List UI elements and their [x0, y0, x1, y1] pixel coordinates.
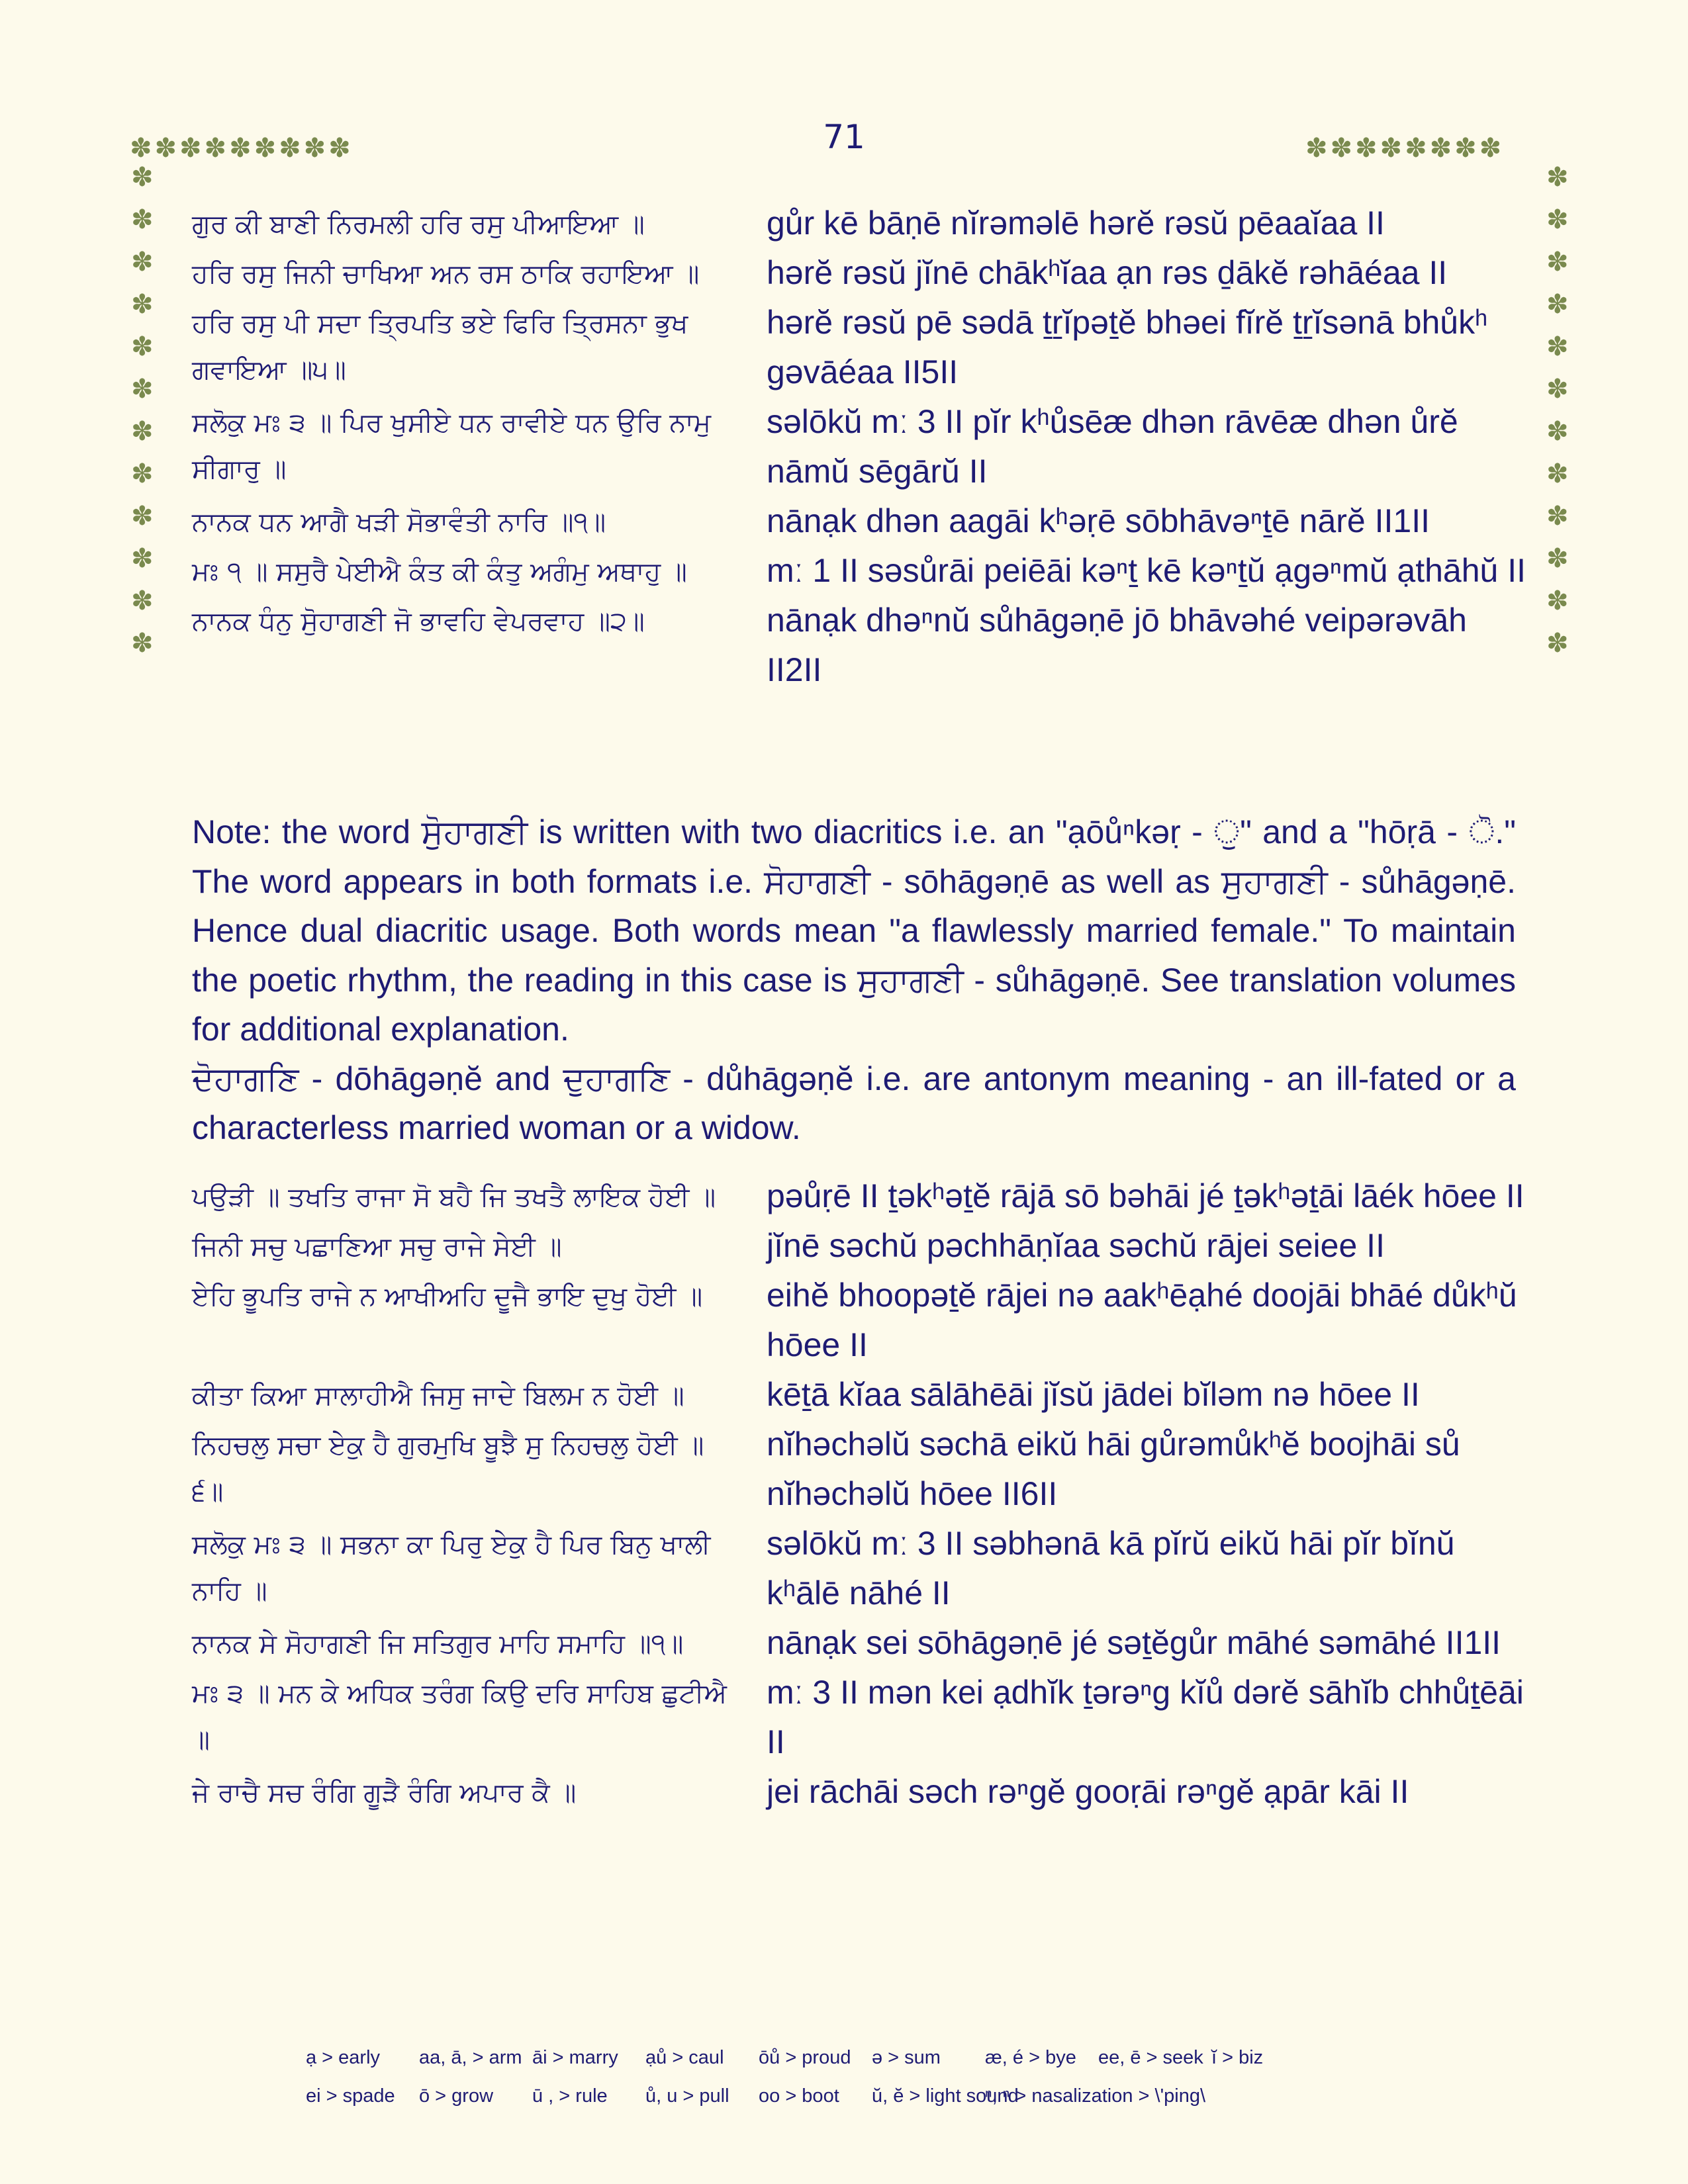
transliteration-line: mː 3 II mən kei ạdhĭk ṯərəⁿg kĭů dərĕ sāhĭb chhůṯēāi II	[767, 1674, 1524, 1760]
border-flowers-top-right	[1305, 135, 1501, 161]
gurmukhi-line: ਨਾਨਕ ਸੇ ਸੋਹਾਗਣੀ ਜਿ ਸਤਿਗੁਰ ਮਾਹਿ ਸਮਾਹਿ ॥੧॥	[192, 1629, 684, 1659]
verse-row	[192, 1271, 1529, 1370]
flower-icon: ✽	[279, 133, 301, 163]
flower-icon: ✽	[131, 205, 154, 235]
flower-icon: ✽	[1546, 416, 1569, 447]
flower-icon: ✽	[328, 133, 351, 163]
flower-icon: ✽	[1546, 162, 1569, 193]
verse-row	[192, 298, 1529, 397]
transliteration-line: jĭnē səchŭ pəchhāṇĭaa səchŭ rājei seiee II	[767, 1227, 1385, 1264]
transliteration-line: nānạk dhəⁿnŭ sůhāgəṇē jō bhāvəhé veipərəvāh II2II	[767, 602, 1467, 688]
key-entry: ů, u > pull	[645, 2085, 729, 2107]
verse-row	[192, 1519, 1529, 1618]
gurmukhi-line: ਸਲੋਕੁ ਮਃ ੩ ॥ ਸਭਨਾ ਕਾ ਪਿਰੁ ਏਕੁ ਹੈ ਪਿਰ ਬਿਨੁ ਖਾਲੀ ਨਾਹਿ ॥	[192, 1529, 711, 1606]
flower-icon: ✽	[1546, 247, 1569, 277]
gurmukhi-line: ਗੁਰ ਕੀ ਬਾਣੀ ਨਿਰਮਲੀ ਹਰਿ ਰਸੁ ਪੀਆਇਆ ॥	[192, 209, 645, 240]
key-entry: ĭ > biz	[1211, 2046, 1264, 2068]
transliteration-line: nānạk sei sōhāgəṇē jé səṯĕgůr māhé səmāhé II1II	[767, 1624, 1501, 1661]
key-entry: aa, ā, > arm	[419, 2046, 522, 2068]
verse-row	[192, 397, 1529, 496]
flower-icon: ✽	[254, 133, 277, 163]
flower-icon: ✽	[1479, 133, 1502, 163]
flower-icon: ✽	[1380, 133, 1403, 163]
flower-icon: ✽	[1546, 543, 1569, 574]
transliteration-line: nānạk dhən aagāi kʰəṛē sōbhāvəⁿṯē nārĕ II1II	[767, 502, 1430, 539]
key-entry: oo > boot	[759, 2085, 839, 2107]
flower-icon: ✽	[1305, 133, 1328, 163]
key-entry: ō > grow	[419, 2085, 494, 2107]
key-entry: ŭ, ĕ > light sound	[872, 2085, 1019, 2107]
flower-icon: ✽	[1546, 501, 1569, 531]
transliteration-line: gůr kē bāṇē nĭrəməlē hərĕ rəsŭ pēaaĭaa II	[767, 205, 1385, 242]
verse-block-1	[192, 199, 1529, 695]
key-entry: ə > sum	[872, 2046, 941, 2068]
verse-row	[192, 1420, 1529, 1519]
flower-icon: ✽	[131, 332, 154, 362]
key-entry: āi > marry	[532, 2046, 618, 2068]
pronunciation-key-row	[306, 2077, 1325, 2115]
transliteration-line: səlōkŭ mː 3 II pĭr kʰůsēæ dhən rāvēæ dhən ůrĕ nāmŭ sēgārŭ II	[767, 403, 1458, 490]
flower-icon: ✽	[131, 586, 154, 616]
border-flowers-left	[131, 164, 154, 657]
gurmukhi-line: ਏਹਿ ਭੂਪਤਿ ਰਾਜੇ ਨ ਆਖੀਅਹਿ ਦੂਜੈ ਭਾਇ ਦੁਖੁ ਹੋਈ ॥	[192, 1281, 703, 1312]
transliteration-line: eihĕ bhoopəṯĕ rājei nə aakʰēạhé doojāi bhāé důkʰŭ hōee II	[767, 1277, 1517, 1363]
key-entry: ū , > rule	[532, 2085, 608, 2107]
flower-icon: ✽	[131, 374, 154, 404]
key-entry: ạů > caul	[645, 2046, 724, 2068]
page-number: 71	[823, 118, 865, 156]
gurmukhi-line: ਨਾਨਕ ਧਨ ਆਗੈ ਖੜੀ ਸੋਭਾਵੰਤੀ ਨਾਰਿ ॥੧॥	[192, 507, 606, 537]
verse-row	[192, 546, 1529, 596]
flower-icon: ✽	[204, 133, 227, 163]
flower-icon: ✽	[303, 133, 326, 163]
gurmukhi-line: ਹਰਿ ਰਸੁ ਪੀ ਸਦਾ ਤ੍ਰਿਪਤਿ ਭਏ ਫਿਰਿ ਤ੍ਰਿਸਨਾ ਭੁਖ ਗਵਾਇਆ ॥੫॥	[192, 308, 688, 385]
note-paragraph: Note: the word ਸੋੁਹਾਗਣੀ is written with two diacritics i.e. an "ạōůⁿkəṛ - ੁ" and a "hōṛā - ੋ." The word appears in both formats i.e. ਸੋਹਾਗਣੀ - sōhāgəṇē as well as ਸੁਹਾਗਣੀ - sůhāgəṇē. Hence dual diacritic usage. Both words mean "a flawlessly married female." To maintain the poetic rhythm, the reading in this case is ਸੁਹਾਗਣੀ - sůhāgəṇē. See translation volumes for additional explanation.	[192, 813, 1516, 1048]
flower-icon: ✽	[1429, 133, 1452, 163]
key-entry: ạ > early	[306, 2046, 381, 2068]
flower-icon: ✽	[1546, 628, 1569, 659]
flower-icon: ✽	[229, 133, 252, 163]
gurmukhi-line: ਪਉੜੀ ॥ ਤਖਤਿ ਰਾਜਾ ਸੋ ਬਹੈ ਜਿ ਤਖਤੈ ਲਾਇਕ ਹੋਈ ॥	[192, 1182, 716, 1212]
verse-row	[192, 199, 1529, 248]
explanatory-note	[192, 807, 1516, 1153]
verse-block-2	[192, 1171, 1529, 1817]
flower-icon: ✽	[1454, 133, 1477, 163]
gurmukhi-line: ਕੀਤਾ ਕਿਆ ਸਾਲਾਹੀਐ ਜਿਸੁ ਜਾਦੇ ਬਿਲਮ ਨ ਹੋਈ ॥	[192, 1381, 684, 1411]
flower-icon: ✽	[131, 289, 154, 320]
flower-icon: ✽	[1546, 205, 1569, 235]
flower-icon: ✽	[131, 247, 154, 277]
transliteration-line: mː 1 II səsůrāi peiēāi kəⁿṯ kē kəⁿṯŭ ạgəⁿmŭ ạthāhŭ II	[767, 552, 1526, 589]
verse-row	[192, 1668, 1529, 1767]
gurmukhi-line: ਜੇ ਰਾਚੈ ਸਚ ਰੰਗਿ ਗੂੜੈ ਰੰਗਿ ਅਪਾਰ ਕੈ ॥	[192, 1778, 577, 1808]
flower-icon: ✽	[1405, 133, 1427, 163]
key-entry: ee, ē > seek	[1098, 2046, 1203, 2068]
transliteration-line: pəůṛē II ṯəkʰəṯĕ rājā sō bəhāi jé ṯəkʰəṯāi lāék hōee II	[767, 1177, 1524, 1214]
flower-icon: ✽	[131, 501, 154, 531]
verse-row	[192, 1221, 1529, 1271]
border-flowers-right	[1546, 164, 1569, 657]
flower-icon: ✽	[131, 543, 154, 574]
gurmukhi-line: ਸਲੋਕੁ ਮਃ ੩ ॥ ਪਿਰ ਖੁਸੀਏ ਧਨ ਰਾਵੀਏ ਧਨ ਉਰਿ ਨਾਮੁ ਸੀਗਾਰੁ ॥	[192, 408, 712, 484]
key-entry: ⁿ, ⁿ > nasalization > \'ping\	[985, 2085, 1206, 2107]
transliteration-line: jei rāchāi səch rəⁿgĕ gooṛāi rəⁿgĕ ạpār kāi II	[767, 1773, 1409, 1810]
verse-row	[192, 248, 1529, 298]
flower-icon: ✽	[154, 133, 177, 163]
flower-icon: ✽	[1546, 374, 1569, 404]
gurmukhi-line: ਨਾਨਕ ਧੰਨੁ ਸੋੁਹਾਗਣੀ ਜੋ ਭਾਵਹਿ ਵੇਪਰਵਾਹ ॥੨॥	[192, 606, 645, 637]
key-entry: ei > spade	[306, 2085, 395, 2107]
flower-icon: ✽	[131, 162, 154, 193]
note-paragraph: ਦੋਹਾਗਣਿ - dōhāgəṇĕ and ਦੁਹਾਗਣਿ - důhāgəṇĕ i.e. are antonym meaning - an ill-fated or a characterless married woman or a widow.	[192, 1060, 1516, 1146]
transliteration-line: hərĕ rəsŭ jĭnē chākʰĭaa ạn rəs ḏākĕ rəhāéaa II	[767, 254, 1448, 291]
flower-icon: ✽	[1546, 586, 1569, 616]
key-entry: ōů > proud	[759, 2046, 851, 2068]
flower-icon: ✽	[131, 416, 154, 447]
transliteration-line: hərĕ rəsŭ pē sədā ṯṟĭpəṯĕ bhəei fĭrĕ ṯṟĭsənā bhůkʰ gəvāéaa II5II	[767, 304, 1488, 390]
pronunciation-key	[306, 2038, 1325, 2115]
transliteration-line: səlōkŭ mː 3 II səbhənā kā pĭrŭ eikŭ hāi pĭr bĭnŭ kʰālē nāhé II	[767, 1525, 1455, 1612]
verse-row	[192, 1767, 1529, 1817]
gurmukhi-line: ਮਃ ੩ ॥ ਮਨ ਕੇ ਅਧਿਕ ਤਰੰਗ ਕਿਉ ਦਰਿ ਸਾਹਿਬ ਛੁਟੀਐ ॥	[192, 1678, 727, 1755]
gurmukhi-line: ਮਃ ੧ ॥ ਸਸੁਰੈ ਪੇਈਐ ਕੰਤ ਕੀ ਕੰਤੁ ਅਗੰਮੁ ਅਥਾਹੁ ॥	[192, 557, 687, 587]
key-entry: æ, é > bye	[985, 2046, 1076, 2068]
flower-icon: ✽	[1355, 133, 1378, 163]
transliteration-line: kēṯā kĭaa sālāhēāi jĭsŭ jādei bĭləm nə hōee II	[767, 1376, 1420, 1413]
verse-row	[192, 496, 1529, 546]
flower-icon: ✽	[179, 133, 202, 163]
flower-icon: ✽	[1546, 459, 1569, 489]
flower-icon: ✽	[1546, 289, 1569, 320]
flower-icon: ✽	[131, 628, 154, 659]
border-flowers-top-left	[130, 135, 351, 161]
flower-icon: ✽	[130, 133, 152, 163]
flower-icon: ✽	[131, 459, 154, 489]
flower-icon: ✽	[1546, 332, 1569, 362]
gurmukhi-line: ਹਰਿ ਰਸੁ ਜਿਨੀ ਚਾਖਿਆ ਅਨ ਰਸ ਠਾਕਿ ਰਹਾਇਆ ॥	[192, 259, 700, 289]
verse-row	[192, 1370, 1529, 1420]
verse-row	[192, 1171, 1529, 1221]
gurmukhi-line: ਨਿਹਚਲੁ ਸਚਾ ਏਕੁ ਹੈ ਗੁਰਮੁਖਿ ਬੂਝੈ ਸੁ ਨਿਹਚਲੁ ਹੋਈ ॥੬॥	[192, 1430, 704, 1507]
gurmukhi-line: ਜਿਨੀ ਸਚੁ ਪਛਾਣਿਆ ਸਚੁ ਰਾਜੇ ਸੇਈ ॥	[192, 1232, 562, 1262]
transliteration-line: nĭhəchəlŭ səchā eikŭ hāi gůrəmůkʰĕ boojhāi sů nĭhəchəlŭ hōee II6II	[767, 1426, 1460, 1512]
pronunciation-key-row	[306, 2038, 1325, 2077]
verse-row	[192, 1618, 1529, 1668]
verse-row	[192, 596, 1529, 695]
flower-icon: ✽	[1330, 133, 1353, 163]
